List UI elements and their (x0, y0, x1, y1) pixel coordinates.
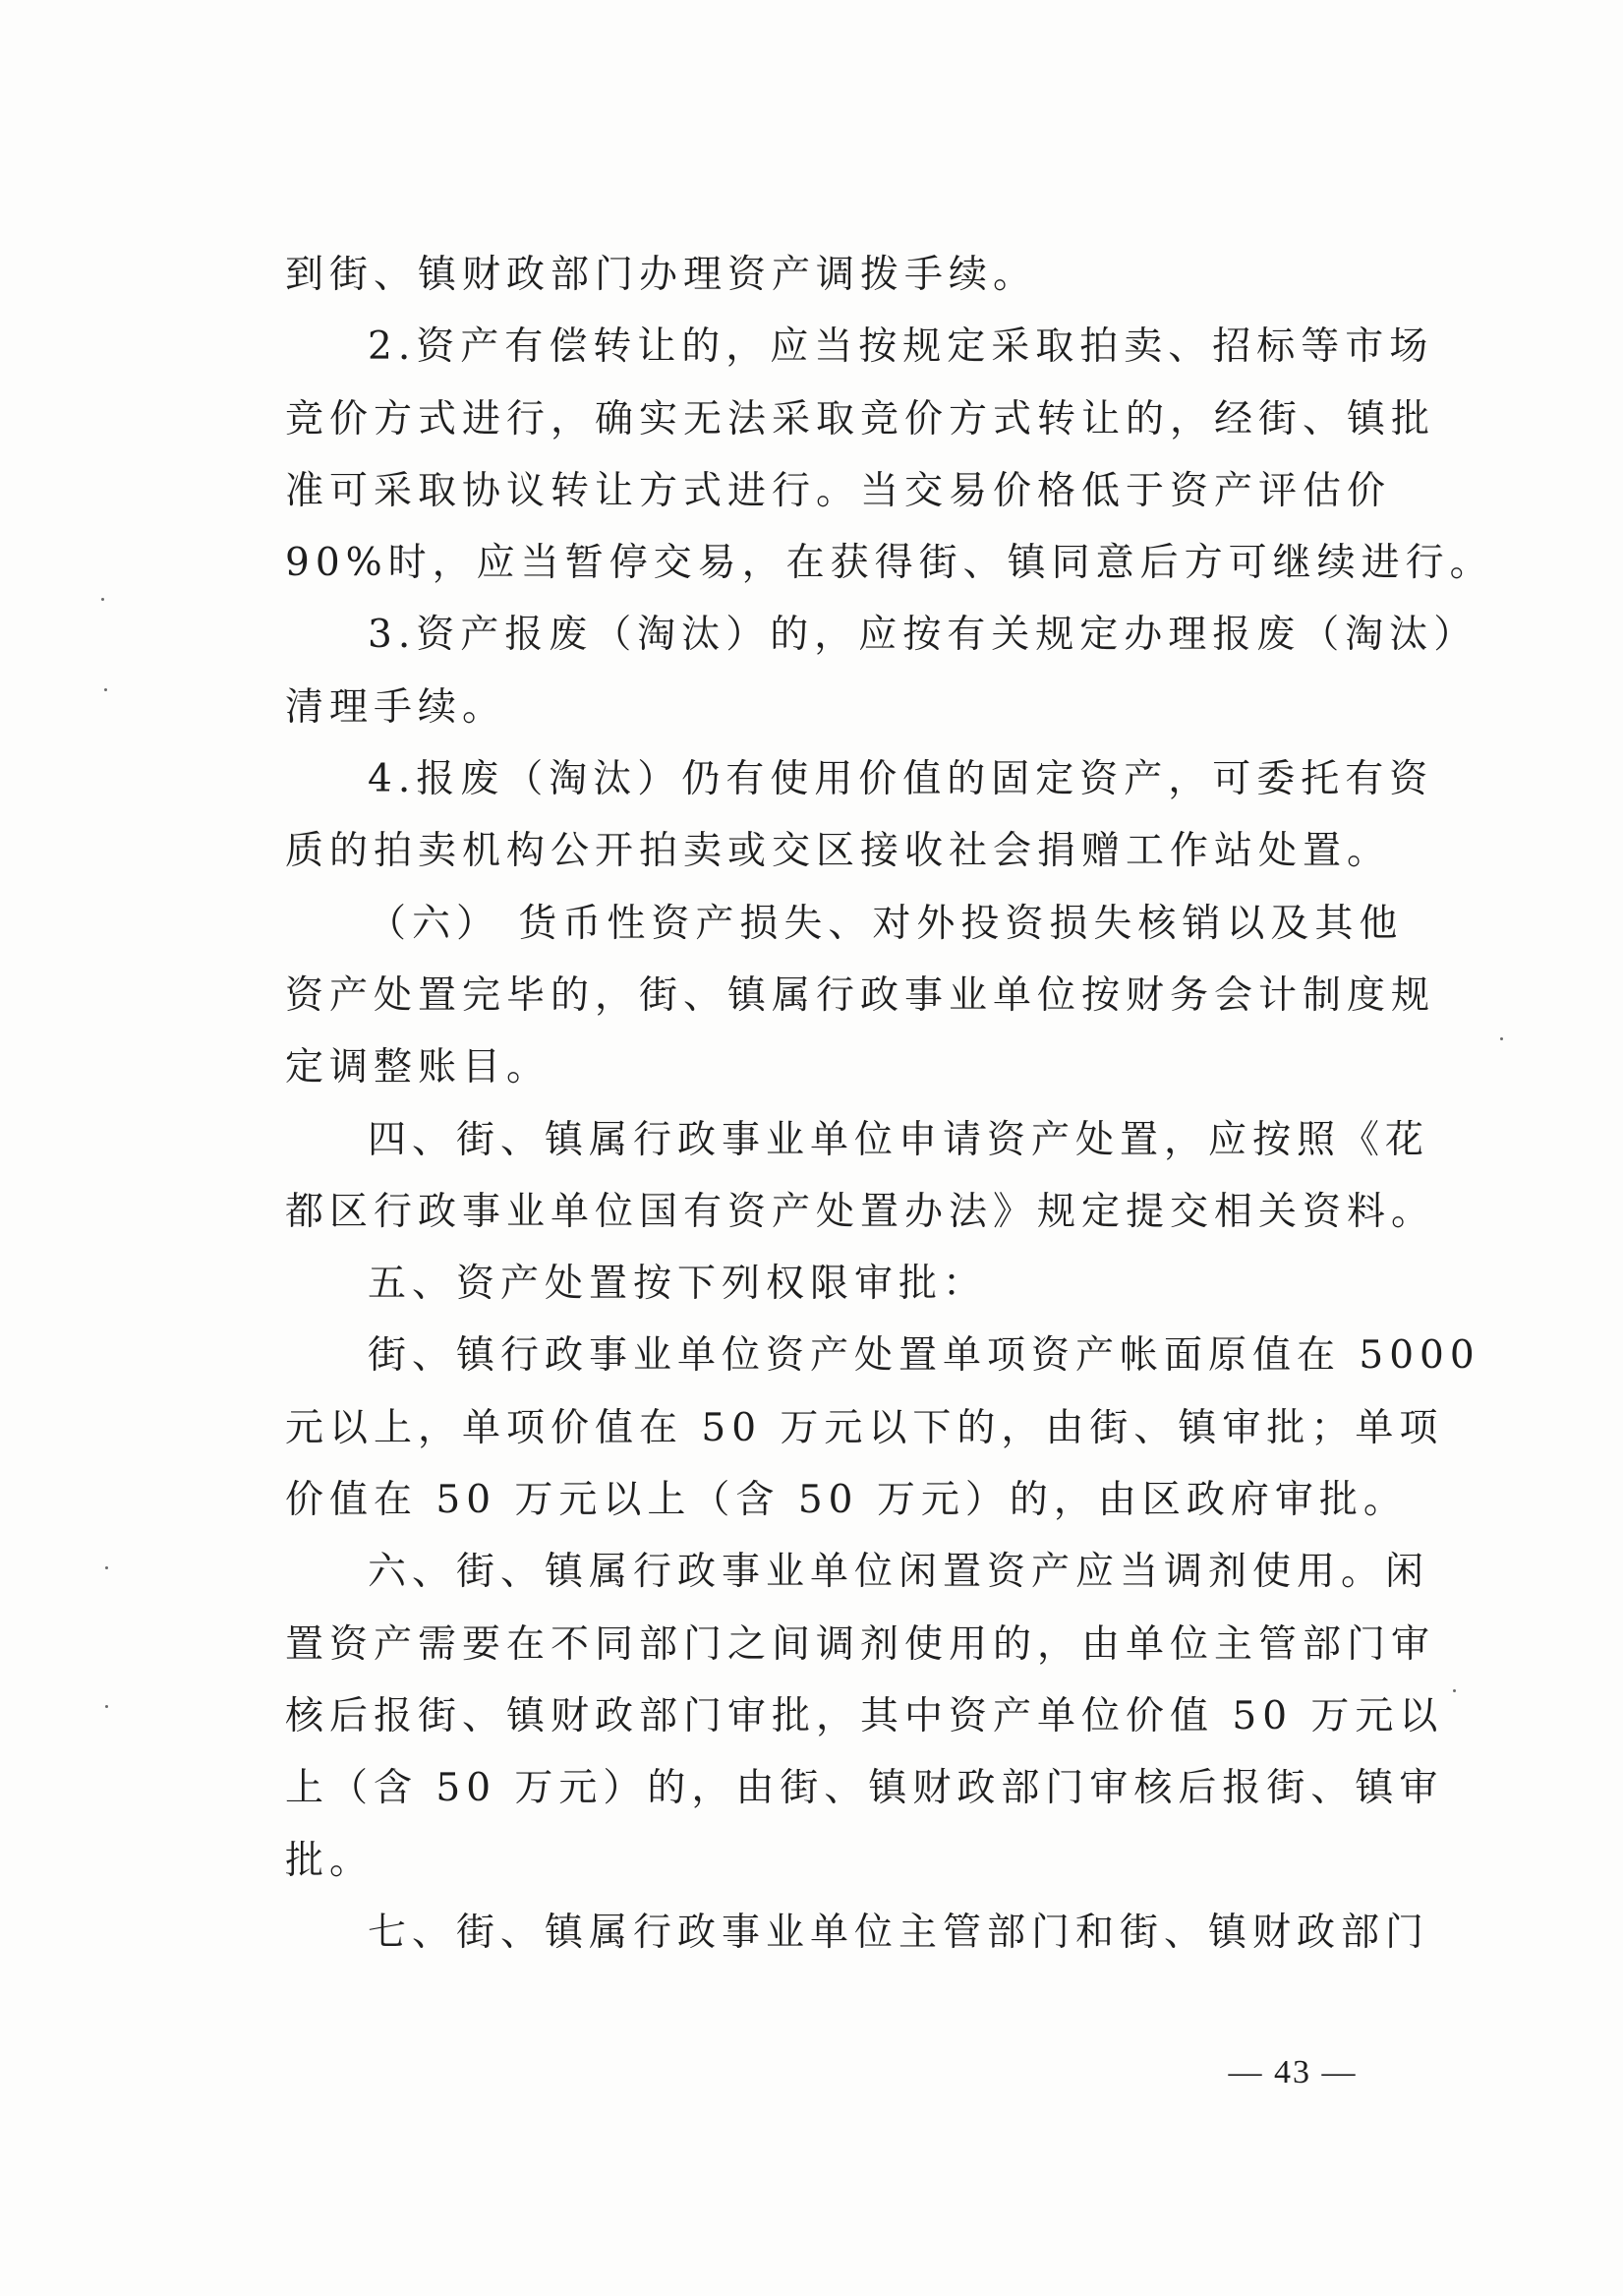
text-line: 清理手续。 (285, 684, 507, 730)
text-line: 街、镇行政事业单位资产处置单项资产帐面原值在 5000 (368, 1333, 1480, 1379)
text-line: 资产处置完毕的，街、镇属行政事业单位按财务会计制度规 (285, 972, 1436, 1018)
text-line: 准可采取协议转让方式进行。当交易价格低于资产评估价 (285, 468, 1392, 513)
scan-speck (1500, 1037, 1503, 1040)
text-line: 置资产需要在不同部门之间调剂使用的，由单位主管部门审 (285, 1621, 1436, 1667)
text-line: 核后报街、镇财政部门审批，其中资产单位价值 50 万元以 (285, 1693, 1444, 1738)
text-line: 定调整账目。 (285, 1045, 551, 1090)
scan-speck (1453, 1689, 1456, 1692)
scan-speck (104, 688, 107, 691)
scan-speck (105, 1705, 108, 1708)
text-line: 价值在 50 万元以上（含 50 万元）的，由区政府审批。 (285, 1478, 1408, 1523)
text-line: 到街、镇财政部门办理资产调拨手续。 (285, 253, 1038, 297)
text-line: 元以上，单项价值在 50 万元以下的，由街、镇审批；单项 (285, 1405, 1444, 1450)
text-line: 上（含 50 万元）的，由街、镇财政部门审核后报街、镇审 (285, 1766, 1444, 1811)
page-number: — 43 — (1228, 2054, 1358, 2090)
scan-speck (105, 1566, 108, 1569)
body-text (285, 239, 1494, 1969)
text-line: 六、街、镇属行政事业单位闲置资产应当调剂使用。闲 (368, 1550, 1430, 1595)
text-line: 90%时，应当暂停交易，在获得街、镇同意后方可继续进行。 (285, 541, 1494, 586)
text-line: （六） 货币性资产损失、对外投资损失核销以及其他 (368, 901, 1404, 946)
text-line: 竞价方式进行，确实无法采取竞价方式转让的，经街、镇批 (285, 396, 1436, 442)
text-line: 都区行政事业单位国有资产处置办法》规定提交相关资料。 (285, 1189, 1436, 1234)
text-line: 七、街、镇属行政事业单位主管部门和街、镇财政部门 (368, 1910, 1430, 1955)
scan-speck (101, 598, 104, 601)
text-line: 3.资产报废（淘汰）的，应按有关规定办理报废（淘汰） (368, 613, 1478, 658)
text-line: 4.报废（淘汰）仍有使用价值的固定资产，可委托有资 (368, 757, 1434, 802)
text-line: 质的拍卖机构公开拍卖或交区接收社会捐赠工作站处置。 (285, 829, 1392, 874)
text-line: 四、街、镇属行政事业单位申请资产处置，应按照《花 (368, 1117, 1430, 1162)
text-line: 批。 (285, 1838, 375, 1883)
text-line: 五、资产处置按下列权限审批： (368, 1262, 988, 1307)
text-line: 2.资产有偿转让的，应当按规定采取拍卖、招标等市场 (368, 324, 1434, 370)
